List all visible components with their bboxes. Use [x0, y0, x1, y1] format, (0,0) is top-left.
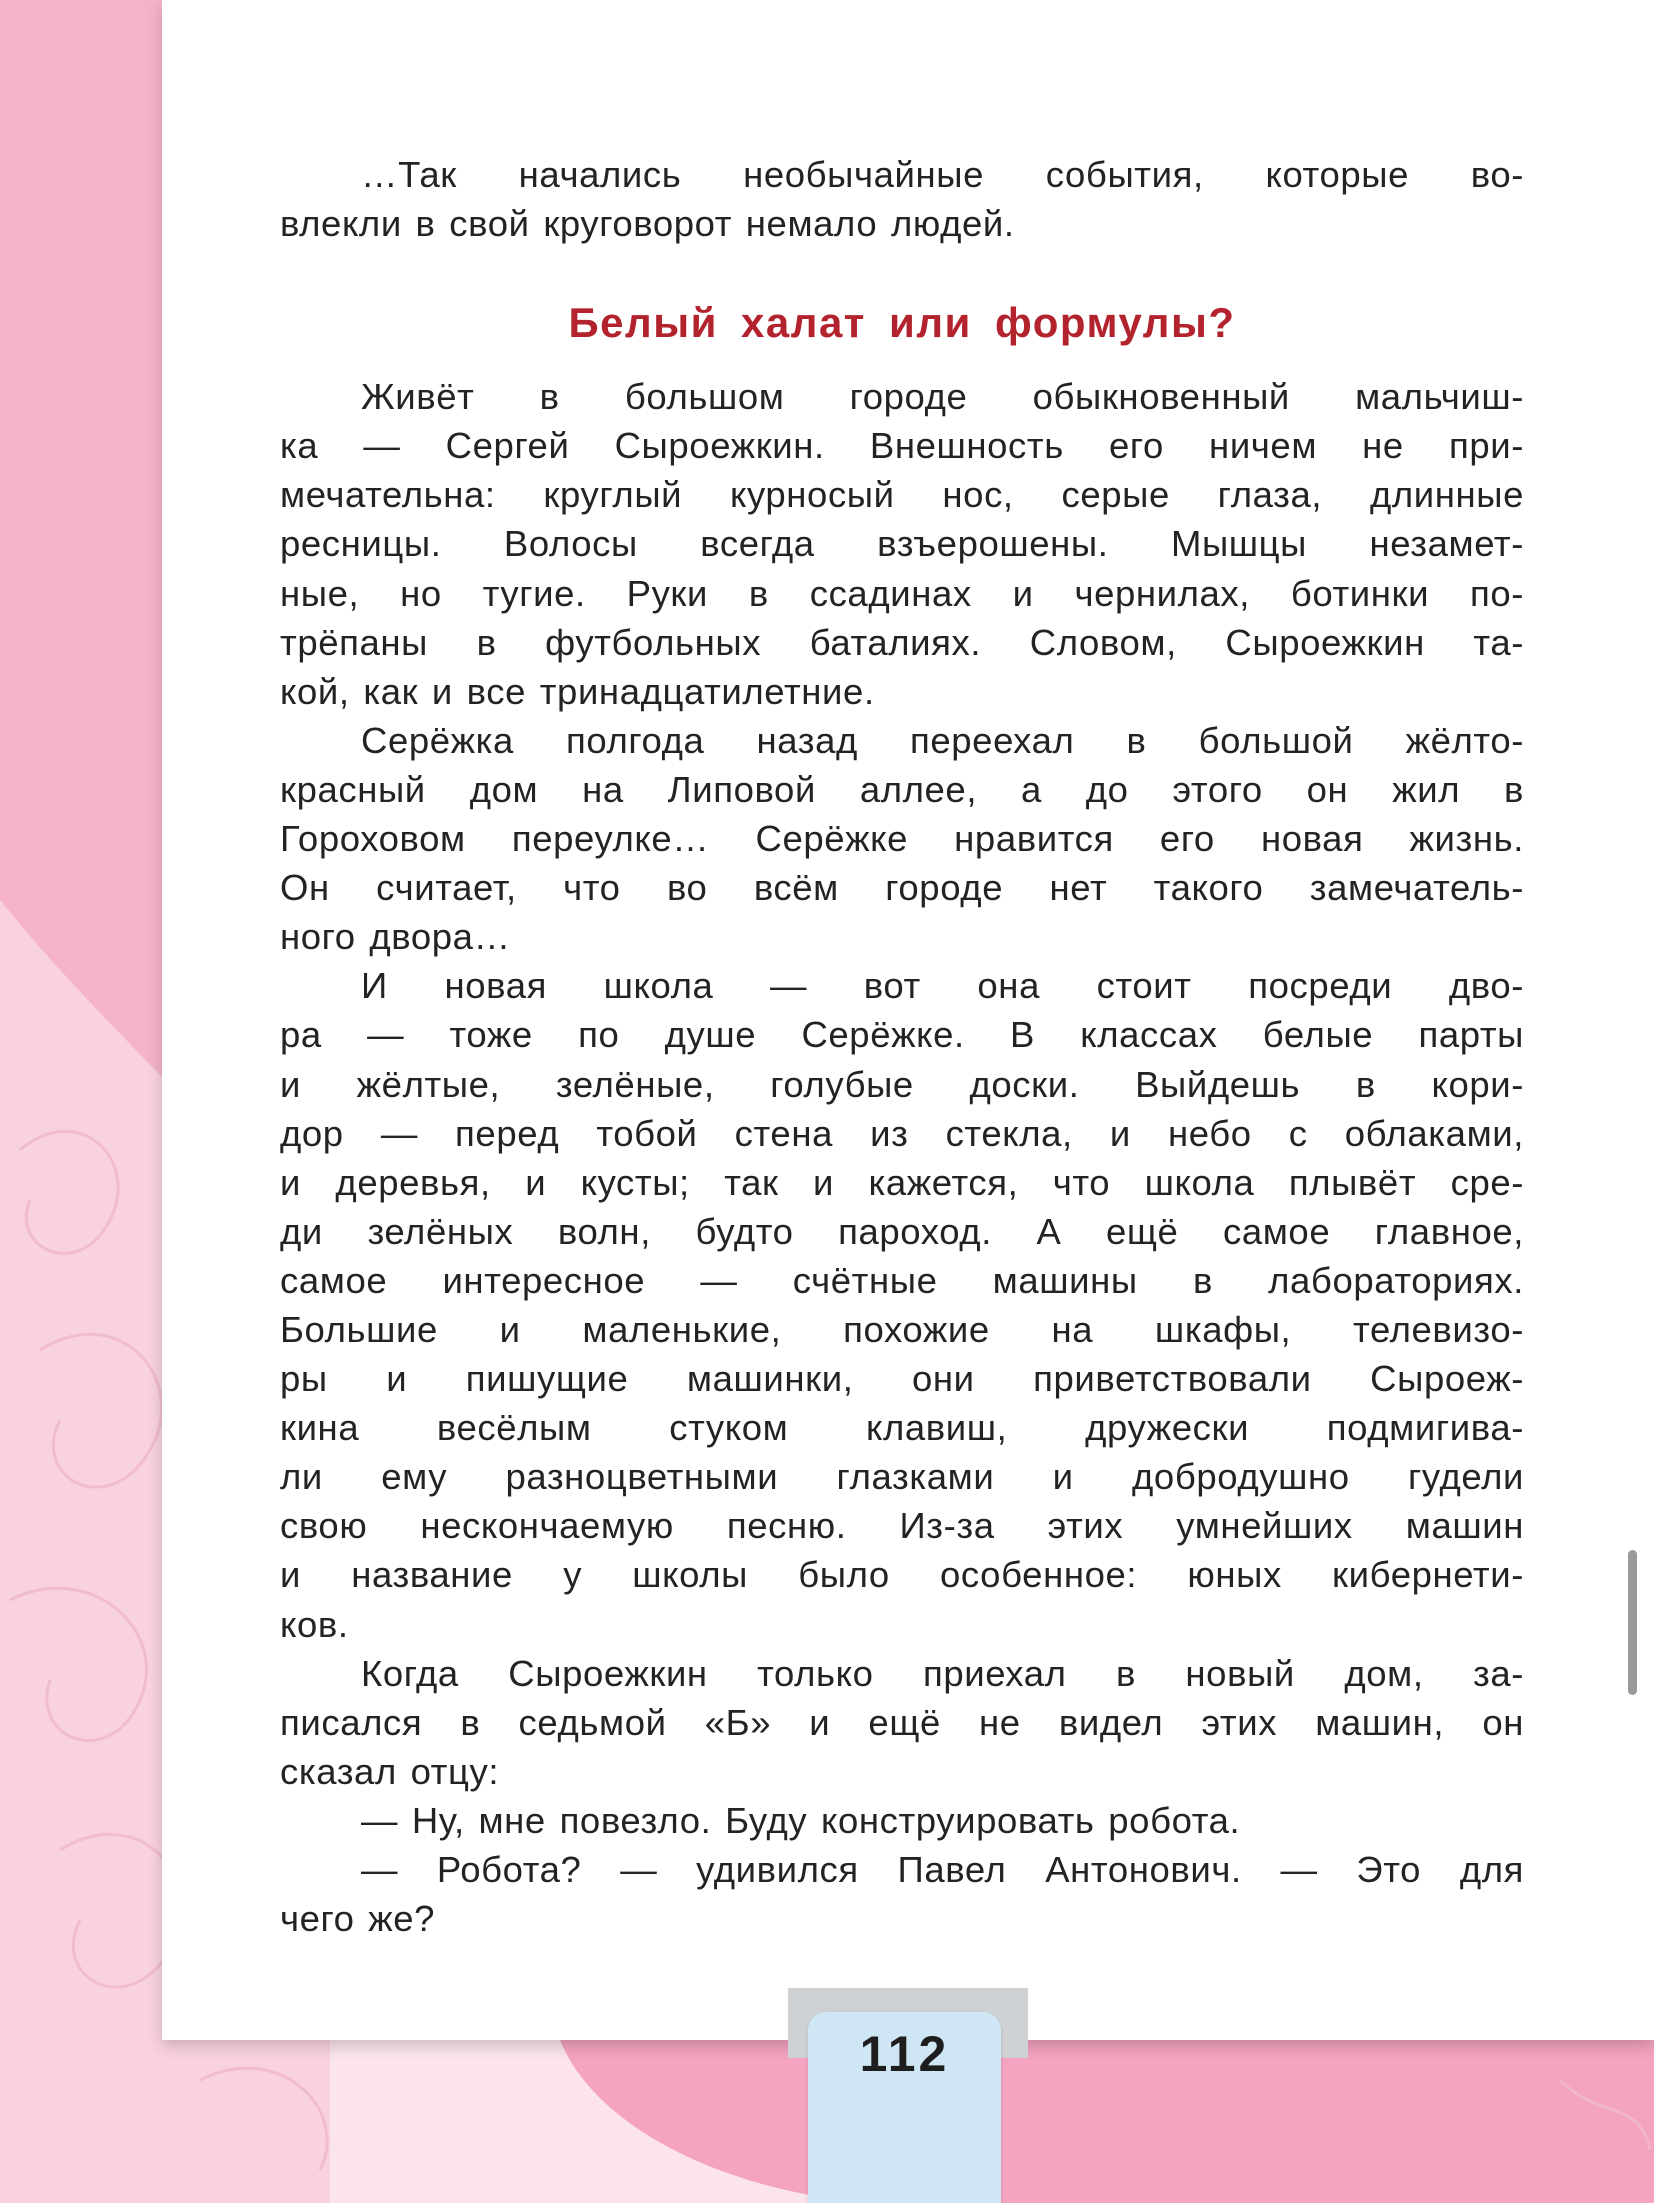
text-line: сказал отцу: [280, 1750, 500, 1792]
paragraph-4 [280, 1649, 1524, 1796]
text-line: свою нескончаемую песню. Из-за этих умнейших машин [280, 1505, 1524, 1547]
text-line: Большие и маленькие, похожие на шкафы, телевизо- [280, 1308, 1524, 1350]
text-line: кина весёлым стуком клавиш, дружески подмигива- [280, 1407, 1524, 1449]
paragraph-3 [280, 961, 1524, 1648]
paragraph-1 [280, 372, 1524, 716]
text-line: …Так начались необычайные события, которые во- [361, 154, 1524, 195]
text-line: писался в седьмой «Б» и ещё не видел этих машин, он [280, 1701, 1524, 1743]
paragraph-2 [280, 716, 1524, 961]
text-line: чего же? [280, 1898, 436, 1940]
text-line: Когда Сыроежкин только приехал в новый дом, за- [361, 1652, 1524, 1694]
text-line: ди зелёных волн, будто пароход. А ещё самое главное, [280, 1210, 1524, 1252]
text-line: мечательна: круглый курносый нос, серые глаза, длинные [280, 474, 1524, 516]
text-line: самое интересное — счётные машины в лабораториях. [280, 1259, 1524, 1301]
text-line: влекли в свой круговорот немало людей. [280, 203, 1015, 245]
section-heading: Белый халат или формулы? [568, 299, 1236, 347]
intro-paragraph [280, 150, 1524, 248]
text-line: и название у школы было особенное: юных кибернети- [280, 1554, 1524, 1596]
text-line: дор — перед тобой стена из стекла, и небо с облаками, [280, 1112, 1524, 1154]
dialogue-line-2 [280, 1845, 1524, 1943]
text-line: ного двора… [280, 916, 511, 958]
text-line: — Ну, мне повезло. Буду конструировать робота. [361, 1799, 1241, 1841]
text-line: ры и пишущие машинки, они приветствовали Сыроеж- [280, 1358, 1524, 1400]
text-line: трёпаны в футбольных баталиях. Словом, Сыроежкин та- [280, 621, 1524, 663]
text-line: и деревья, и кусты; так и кажется, что школа плывёт сре- [280, 1161, 1524, 1203]
text-line: Живёт в большом городе обыкновенный мальчиш- [361, 376, 1524, 418]
text-line: красный дом на Липовой аллее, а до этого он жил в [280, 768, 1524, 810]
page-text [280, 150, 1524, 1943]
text-line: Серёжка полгода назад переехал в большой жёлто- [361, 719, 1524, 761]
text-line: и жёлтые, зелёные, голубые доски. Выйдешь в кори- [280, 1063, 1524, 1105]
text-line: ресницы. Волосы всегда взъерошены. Мышцы незамет- [280, 523, 1524, 565]
text-line: ка — Сергей Сыроежкин. Внешность его ничем не при- [280, 425, 1524, 467]
text-line: ков. [280, 1603, 349, 1645]
text-line: ли ему разноцветными глазками и добродушно гудели [280, 1456, 1524, 1498]
scrollbar-thumb[interactable] [1628, 1550, 1637, 1695]
text-line: И новая школа — вот она стоит посреди дво- [361, 965, 1524, 1007]
text-line: Гороховом переулке… Серёжке нравится его новая жизнь. [280, 818, 1524, 860]
page-number: 112 [859, 2026, 950, 2082]
text-line: Он считает, что во всём городе нет такого замечатель- [280, 867, 1524, 909]
text-line: ра — тоже по душе Серёжке. В классах белые парты [280, 1014, 1524, 1056]
text-line: кой, как и все тринадцатилетние. [280, 670, 875, 712]
text-line: — Робота? — удивился Павел Антонович. — Это для [361, 1849, 1524, 1890]
dialogue-line-1 [280, 1796, 1524, 1845]
text-line: ные, но тугие. Руки в ссадинах и чернилах, ботинки по- [280, 572, 1524, 614]
